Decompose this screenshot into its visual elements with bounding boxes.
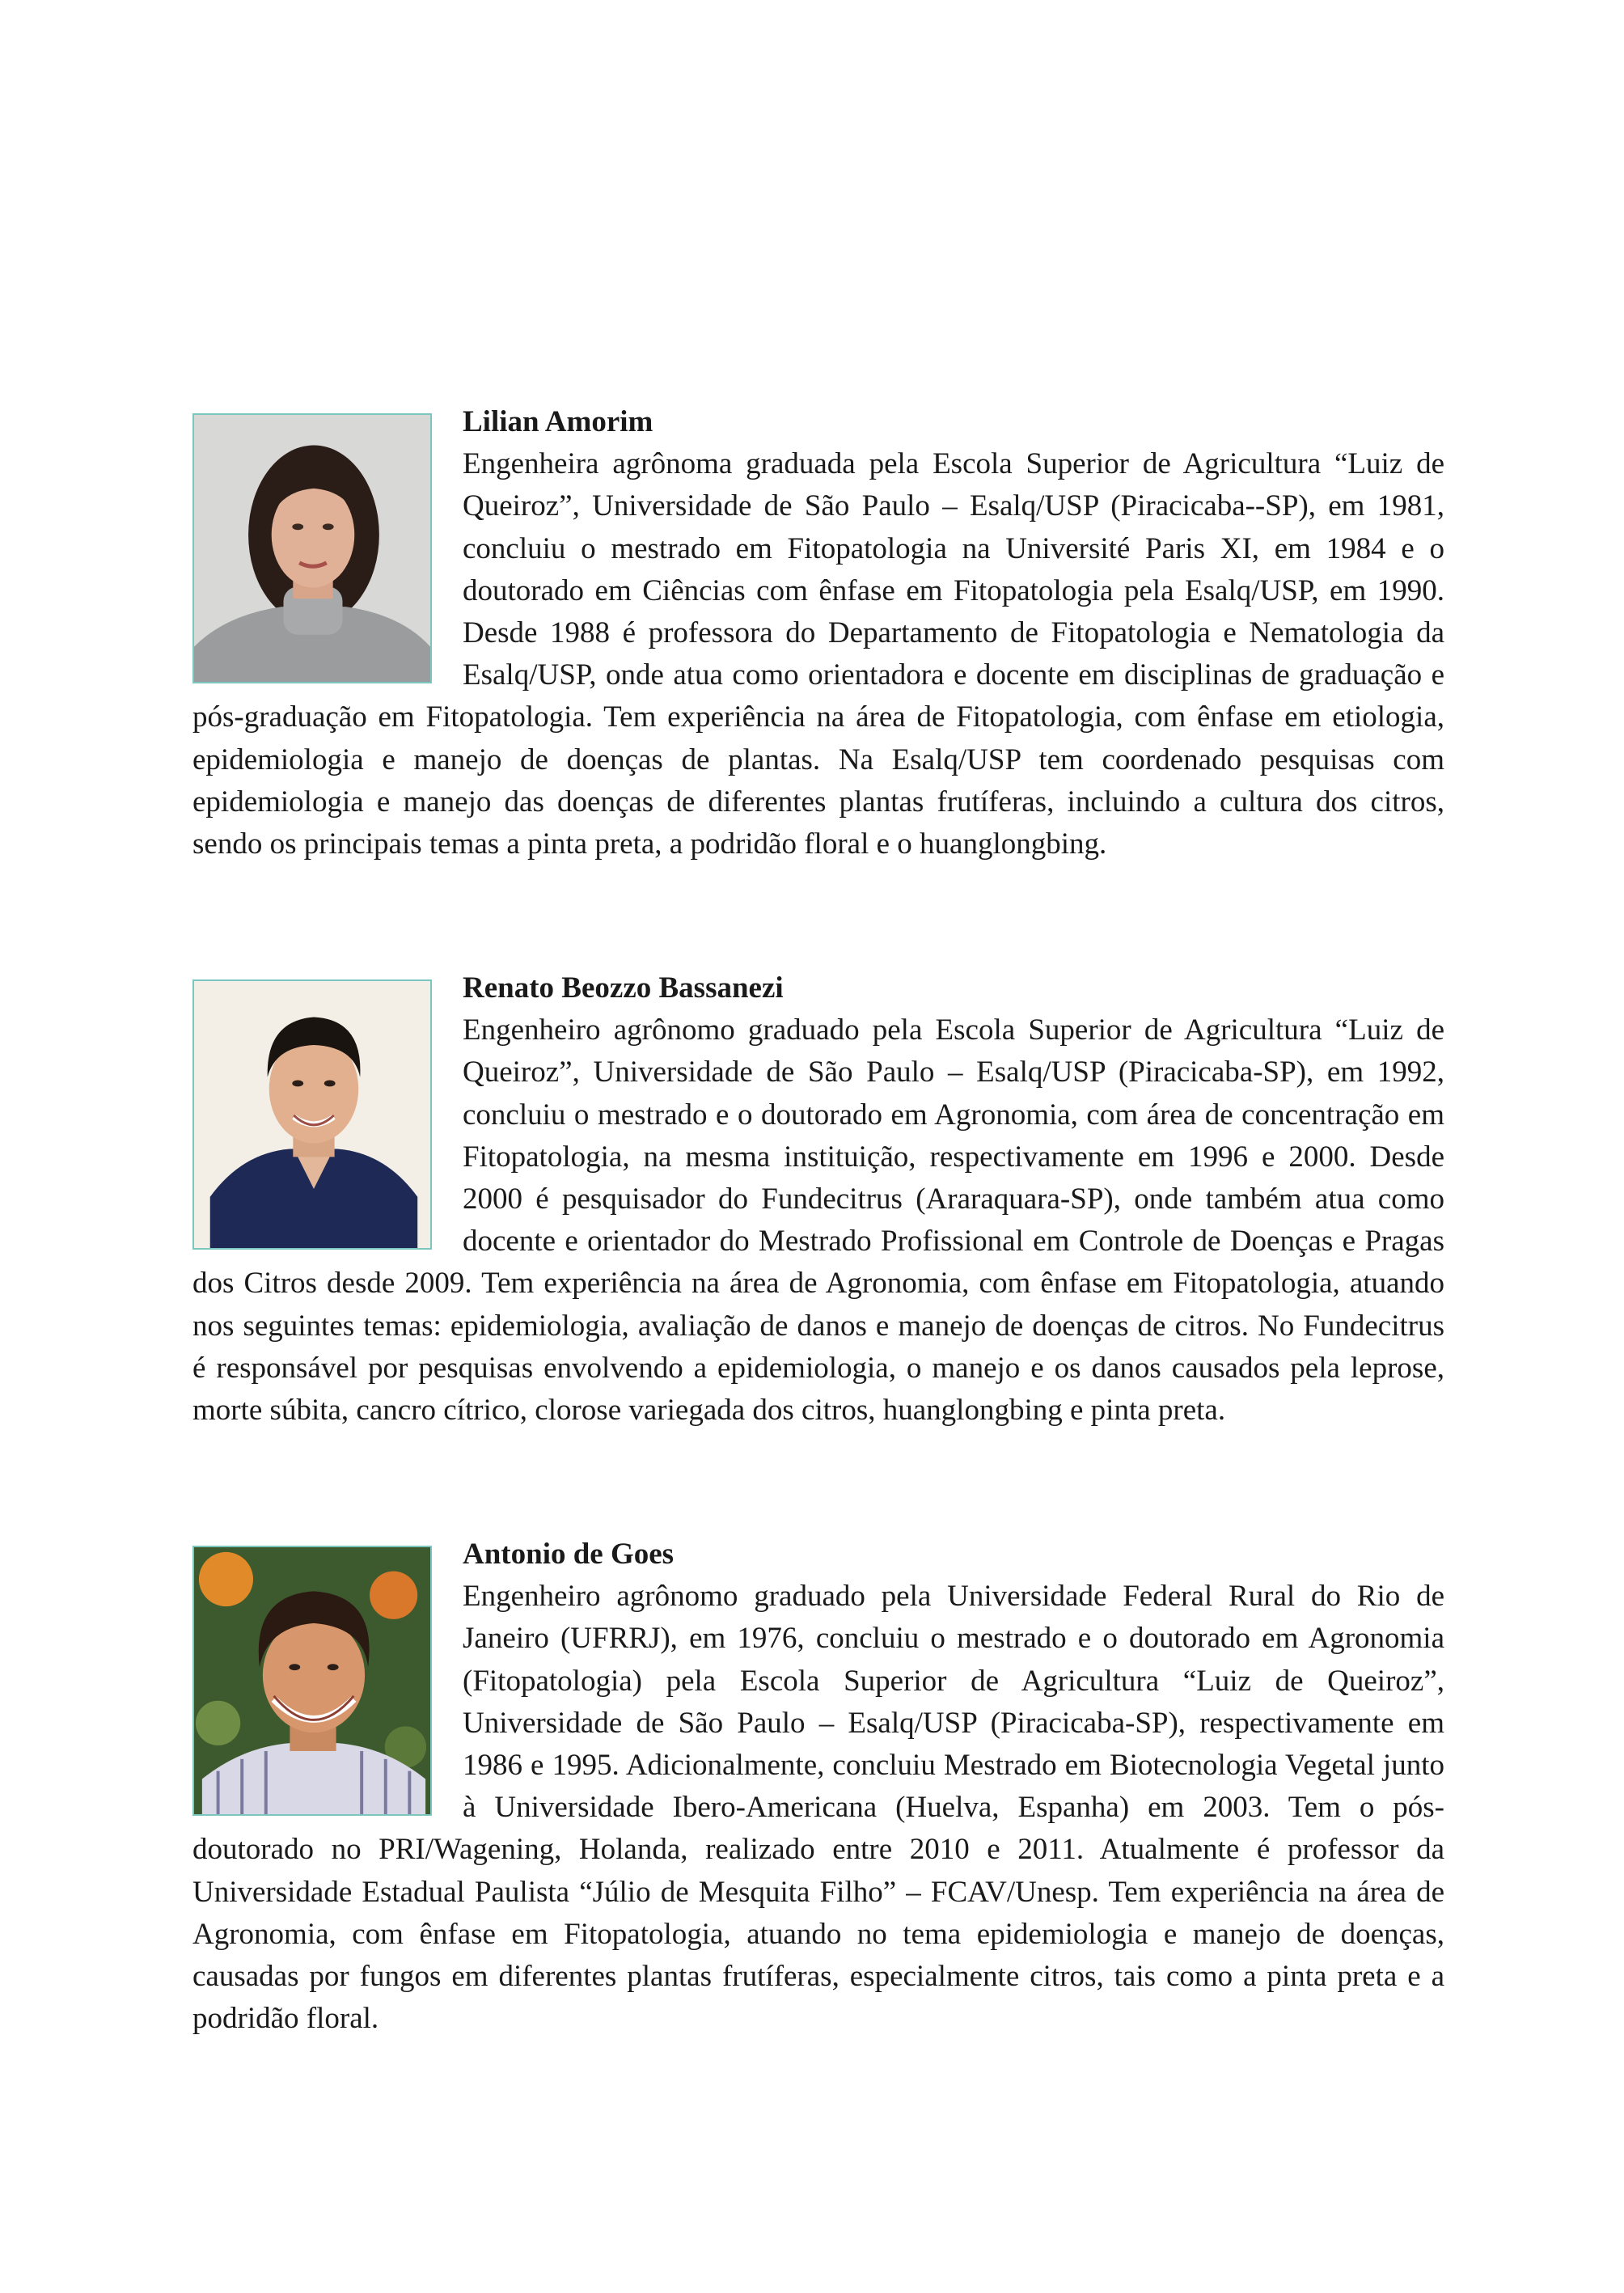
author-bio-lilian-amorim [192,401,1444,865]
author-description: Engenheiro agrônomo graduado pela Escola Superior de Agricultura “Luiz de Queiroz”, Universidade de São Paulo – Esalq/USP (Piracicaba-SP), em 1992, concluiu o mestrado e o doutorado em Agronomia, com área de concentração em Fitopatologia, na mesma instituição, respectivamente em 1996 e 2000. Desde 2000 é pesquisador do Fundecitrus (Araraquara-SP), onde também atua como docente e orientador do Mestrado Profissional em Controle de Doenças e Pragas dos Citros desde 2009. Tem experiência na área de Agronomia, com ênfase em Fitopatologia, atuando nos seguintes temas: epidemiologia, avaliação de danos e manejo de doenças de citros. No Fundecitrus é responsável por pesquisas envolvendo a epidemiologia, o manejo e os danos causados pela leprose, morte súbita, cancro cítrico, clorose variegada dos citros, huanglongbing e pinta preta. [192,1013,1444,1428]
author-photo [192,979,432,1250]
author-bio-renato-beozzo-bassanezi [192,967,1444,1432]
author-description: Engenheiro agrônomo graduado pela Universidade Federal Rural do Rio de Janeiro (UFRRJ), em 1976, concluiu o mestrado e o doutorado em Agronomia (Fitopatologia) pela Escola Superior de Agricultura “Luiz de Queiroz”, Universidade de São Paulo – Esalq/USP (Piracicaba-SP), respectivamente em 1986 e 1995. Adicionalmente, concluiu Mestrado em Biotecnologia Vegetal junto à Universidade Ibero-Americana (Huelva, Espanha) em 2003. Tem o pós-doutorado no PRI/Wagening, Holanda, realizado entre 2010 e 2011. Atualmente é professor da Universidade Estadual Paulista “Júlio de Mesquita Filho” – FCAV/Unesp. Tem experiência na área de Agronomia, com ênfase em Fitopatologia, atuando no tema epidemiologia e manejo de doenças, causadas por fungos em diferentes plantas frutíferas, especialmente citros, tais como a pinta preta e a podridão floral. [192,1580,1444,2036]
author-photo [192,413,432,683]
author-name: Renato Beozzo Bassanezi [463,971,784,1005]
portrait-man-icon [194,981,430,1248]
author-photo [192,1546,432,1816]
author-bio-antonio-de-goes [192,1534,1444,2040]
author-name: Lilian Amorim [463,405,653,438]
portrait-woman-icon [194,415,430,682]
portrait-man-icon [194,1547,430,1814]
author-name: Antonio de Goes [463,1538,675,1571]
author-description: Engenheira agrônoma graduada pela Escola Superior de Agricultura “Luiz de Queiroz”, Universidade de São Paulo – Esalq/USP (Piracicaba--SP), em 1981, concluiu o mestrado em Fitopatologia na Université Paris XI, em 1984 e o doutorado em Ciências com ênfase em Fitopatologia pela Esalq/USP, em 1990. Desde 1988 é professora do Departamento de Fitopatologia e Nematologia da Esalq/USP, onde atua como orientadora e docente em disciplinas de graduação e pós-graduação em Fitopatologia. Tem experiência na área de Fitopatologia, com ênfase em etiologia, epidemiologia e manejo de doenças de plantas. Na Esalq/USP tem coordenado pesquisas com epidemiologia e manejo das doenças de diferentes plantas frutíferas, incluindo a cultura dos citros, sendo os principais temas a pinta preta, a podridão floral e o huanglongbing. [192,447,1444,861]
